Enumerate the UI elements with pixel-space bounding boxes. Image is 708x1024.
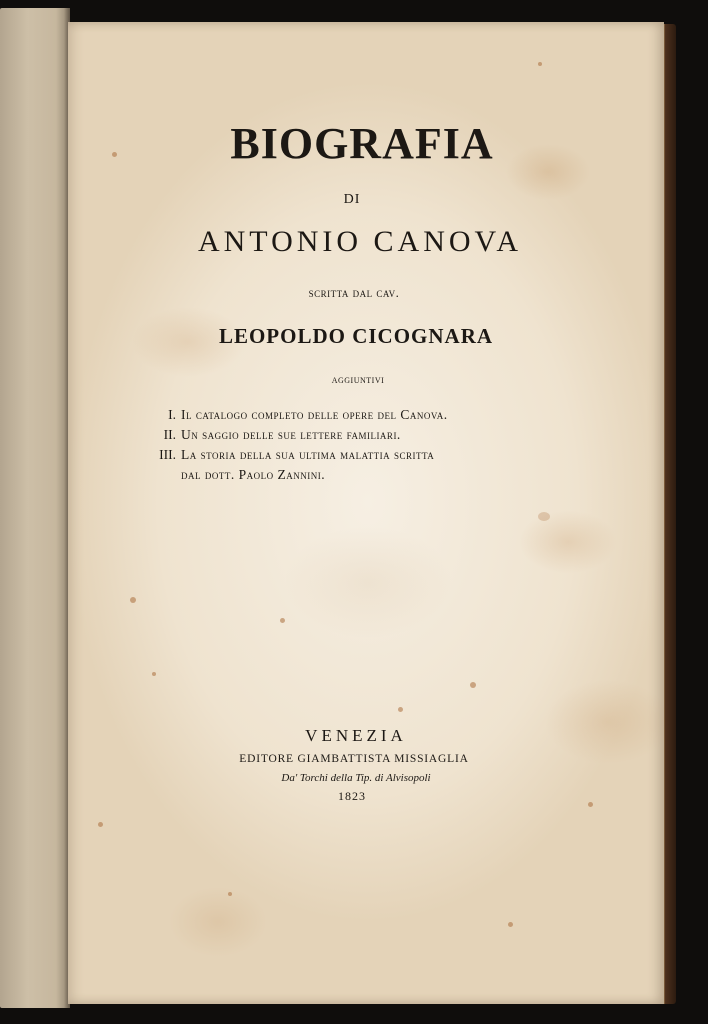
facing-endpaper (0, 8, 70, 1008)
item-text: Un saggio delle sue lettere familiari. (181, 427, 401, 442)
contents-list (148, 405, 508, 485)
list-item (148, 445, 508, 465)
foxing-spot (130, 597, 136, 603)
foxing-spot (470, 682, 476, 688)
foxing-spot (538, 512, 550, 521)
list-item (148, 425, 508, 445)
foxing-spot (98, 822, 103, 827)
imprint-city: VENEZIA (305, 726, 407, 745)
imprint-year: 1823 (338, 789, 366, 803)
item-text: Il catalogo completo delle opere del Canova. (181, 407, 448, 422)
foxing-spot (152, 672, 156, 676)
item-number: II. (163, 427, 176, 442)
title-page (68, 22, 664, 1004)
imprint-publisher: EDITORE GIAMBATTISTA MISSIAGLIA (239, 753, 469, 765)
foxing-spot (280, 618, 285, 623)
item-text: La storia della sua ultima malattia scritta (181, 447, 435, 462)
foxing-spot (508, 922, 513, 927)
foxing-spot (538, 62, 542, 66)
item-continuation: dal dott. Paolo Zannini. (181, 467, 326, 482)
imprint-printer: Da' Torchi della Tip. di Alvisopoli (281, 772, 431, 784)
author-name: LEOPOLDO CICOGNARA (218, 324, 494, 348)
title-connector: DI (343, 192, 361, 207)
written-by-line: scritta dal cav. (308, 285, 400, 300)
foxing-spot (398, 707, 403, 712)
book-title: BIOGRAFIA (230, 119, 494, 168)
list-item (148, 405, 508, 425)
item-number: III. (159, 447, 176, 462)
additions-heading: aggiuntivi (331, 374, 385, 386)
subject-name: ANTONIO CANOVA (197, 225, 523, 258)
item-number: I. (168, 407, 176, 422)
foxing-spot (228, 892, 232, 896)
